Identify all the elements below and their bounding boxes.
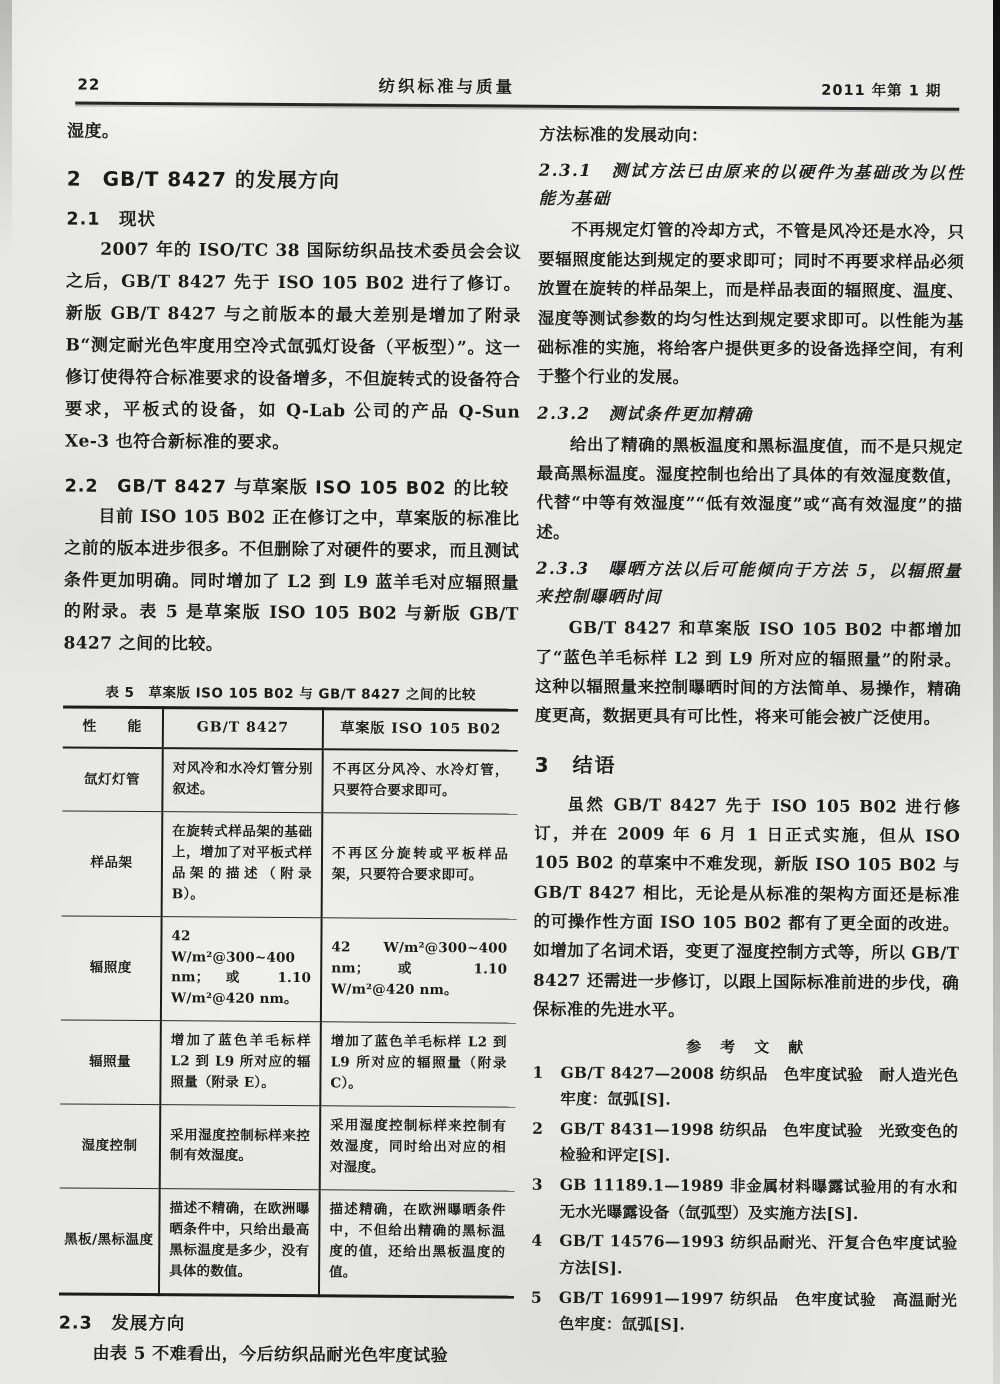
left-column <box>58 116 522 1373</box>
table-header-feature: 性 能 <box>63 707 163 748</box>
reference-item <box>531 1284 957 1340</box>
section-2-1-heading: 2.1 现状 <box>66 209 157 231</box>
section-2-1-paragraph: 2007 年的 ISO/TC 38 国际纺织品技术委员会会议之后，GB/T 8427 先于 ISO 105 B02 进行了修订。新版 GB/T 8427 与之前版本的最大差别是增加了附录 B“测定耐光色牢度用空冷式氙弧灯设备（平板型）”。这一修订使得符合标准要求的设备增多，不但旋转式的设备符合要求，平板式的设备，如 Q-Lab 公司的产品 Q-Sun Xe-3 也符合新标准的要求。 <box>64 239 522 453</box>
section-2-3-3-heading: 2.3.3 曝晒方法以后可能倾向于方法 5，以辐照量来控制曝晒时间 <box>535 558 963 607</box>
reference-text: GB/T 14576—1993 纺织品耐光、汗复合色牢度试验方法[S]. <box>559 1231 958 1278</box>
feature-cell: 辐照量 <box>60 1020 161 1104</box>
feature-cell: 湿度控制 <box>60 1104 161 1188</box>
table-row <box>60 1104 516 1191</box>
issue-label: 2011 年第 1 期 <box>821 82 942 100</box>
gbt8427-cell: 在旋转式样品架的基础上，增加了对平板式样品架的描述（附录 B）。 <box>162 812 323 918</box>
iso105b02-cell: 不再区分风冷、水冷灯管，只要符合要求即可。 <box>322 749 517 814</box>
gbt8427-cell: 采用湿度控制标样来控制有效湿度。 <box>160 1105 321 1190</box>
reference-number: 3 <box>531 1174 543 1194</box>
gbt8427-cell: 对风冷和水冷灯管分别叙述。 <box>162 748 322 812</box>
reference-item <box>531 1172 957 1228</box>
iso105b02-cell: 描述精确，在欧洲曝晒条件中，不但给出精确的黑标温度的值，还给出黑板温度的值。 <box>319 1190 515 1297</box>
left-edge-scan-shadow <box>0 0 12 260</box>
section-2-heading: 2 GB/T 8427 的发展方向 <box>66 166 340 193</box>
reference-text: GB/T 8427—2008 纺织品 色牢度试验 耐人造光色牢度：氙弧[S]. <box>560 1062 959 1109</box>
reference-text: GB 11189.1—1989 非金属材料曝露试验用的有水和无水光曝露设备（氙弧型）及实施方法[S]. <box>559 1175 958 1223</box>
reference-number: 5 <box>530 1287 542 1307</box>
reference-text: GB/T 8431—1998 纺织品 色牢度试验 光致变色的检验和评定[S]. <box>559 1118 959 1166</box>
iso105b02-cell: 采用湿度控制标样来控制有效湿度，同时给出对应的相对湿度。 <box>320 1106 516 1191</box>
feature-cell: 黑板/黑标温度 <box>59 1188 160 1294</box>
reference-item <box>532 1116 958 1172</box>
right-column <box>531 120 965 1341</box>
section-3-heading: 3 结语 <box>534 752 617 777</box>
iso105b02-cell: 增加了蓝色羊毛标样 L2 到 L9 所对应的辐照量（附录 C）。 <box>320 1022 516 1107</box>
carryover-text: 湿度。 <box>67 121 120 142</box>
reference-number: 2 <box>532 1118 544 1138</box>
section-2-3-heading: 2.3 发展方向 <box>58 1312 186 1334</box>
section-2-3-3-paragraph: GB/T 8427 和草案版 ISO 105 B02 中都增加了“蓝色羊毛标样 L2 到 L9 所对应的辐照量”的附录。这种以辐照量来控制曝晒时间的方法简单、易操作，精确度更高，数据更具有可比性，将来可能会被广泛使用。 <box>534 618 962 728</box>
table-row <box>60 1020 516 1107</box>
table-row <box>62 748 517 815</box>
gbt8427-cell: 描述不精确，在欧洲曝晒条件中，只给出最高黑标温度是多少，没有具体的数值。 <box>159 1188 320 1295</box>
references-heading: 参 考 文 献 <box>686 1037 806 1057</box>
feature-cell: 氙灯灯管 <box>84 771 141 788</box>
section-2-3-1-paragraph: 不再规定灯管的冷却方式，不管是风冷还是水冷，只要辐照度能达到规定的要求即可；同时不再要求样品必须放置在旋转的样品架上，而是样品表面的辐照度、温度、湿度等测试参数的均匀性达到规定要求即可。以性能为基础标准的实施，将给客户提供更多的设备选择空间，有利于整个行业的发展。 <box>537 220 965 388</box>
reference-item <box>532 1059 958 1115</box>
gbt8427-cell: 42 W/m²@300~400 nm；或 1.10 W/m²@420 nm。 <box>161 916 322 1022</box>
feature-cell: 样品架 <box>62 811 163 916</box>
table-header-row <box>63 707 518 750</box>
section-2-2-heading: 2.2 GB/T 8427 与草案版 ISO 105 B02 的比较 <box>64 476 510 500</box>
feature-cell: 辐照度 <box>61 916 162 1021</box>
comparison-table <box>59 706 518 1298</box>
section-3-paragraph: 虽然 GB/T 8427 先于 ISO 105 B02 进行修订，并在 2009 年 6 月 1 日正式实施，但从 ISO 105 B02 的草案中不难发现，新版 ISO 105 B02 与 GB/T 8427 相比，无论是从标准的架构方面还是标准的可操作性方面 ISO 105 B02 都有了更全面的改进。如增加了名词术语，变更了湿度控制方式等，所以 GB/T 8427 还需进一步修订，以跟上国际标准前进的步伐，确保标准的先进水平。 <box>532 794 961 1020</box>
iso105b02-cell: 42 W/m²@300~400 nm；或 1.10 W/m²@420 nm。 <box>321 917 517 1023</box>
reference-number: 4 <box>531 1231 543 1251</box>
page-header <box>77 71 941 101</box>
table-header-gbt8427: GB/T 8427 <box>163 708 323 749</box>
gbt8427-cell: 增加了蓝色羊毛标样 L2 到 L9 所对应的辐照量（附录 E）。 <box>160 1021 321 1106</box>
section-2-3-2-paragraph: 给出了精确的黑板温度和黑标温度值，而不是只规定最高黑标温度。湿度控制也给出了具体的有效湿度数值，代替“中等有效湿度”“低有效湿度”或“高有效湿度”的描述。 <box>536 434 963 542</box>
page-number: 22 <box>77 75 101 94</box>
table-row <box>61 916 517 1024</box>
section-2-3-paragraph: 由表 5 不难看出，今后纺织品耐光色牢度试验 <box>92 1343 449 1366</box>
section-2-2-paragraph: 目前 ISO 105 B02 正在修订之中，草案版的标准比之前的版本进步很多。不但删除了对硬件的要求，而且测试条件更加明确。同时增加了 L2 到 L9 蓝羊毛对应辐照量的附录。表 5 是草案版 ISO 105 B02 与新版 GB/T 8427 之间的比较。 <box>63 506 520 656</box>
right-edge-scan-shadow <box>993 0 1000 1384</box>
table-row <box>62 811 518 919</box>
section-2-3-1-heading: 2.3.1 测试方法已由原来的以硬件为基础改为以性能为基础 <box>538 161 965 209</box>
table-row <box>59 1188 515 1297</box>
reference-number: 1 <box>532 1062 544 1082</box>
reference-item <box>531 1228 957 1284</box>
section-2-3-2-heading: 2.3.2 测试条件更加精确 <box>537 403 753 424</box>
table-5-block <box>59 681 518 1298</box>
reference-text: GB/T 16991—1997 纺织品 色牢度试验 高温耐光色牢度：氙弧[S]. <box>558 1287 958 1335</box>
iso105b02-cell: 不再区分旋转或平板样品架，只要符合要求即可。 <box>322 813 518 919</box>
lead-paragraph: 方法标准的发展动向： <box>539 124 709 145</box>
header-rule <box>75 102 959 111</box>
table-5-caption: 表 5 草案版 ISO 105 B02 与 GB/T 8427 之间的比较 <box>105 685 476 704</box>
table-header-iso105b02: 草案版 ISO 105 B02 <box>323 709 518 751</box>
journal-title: 纺织标准与质量 <box>378 76 516 97</box>
